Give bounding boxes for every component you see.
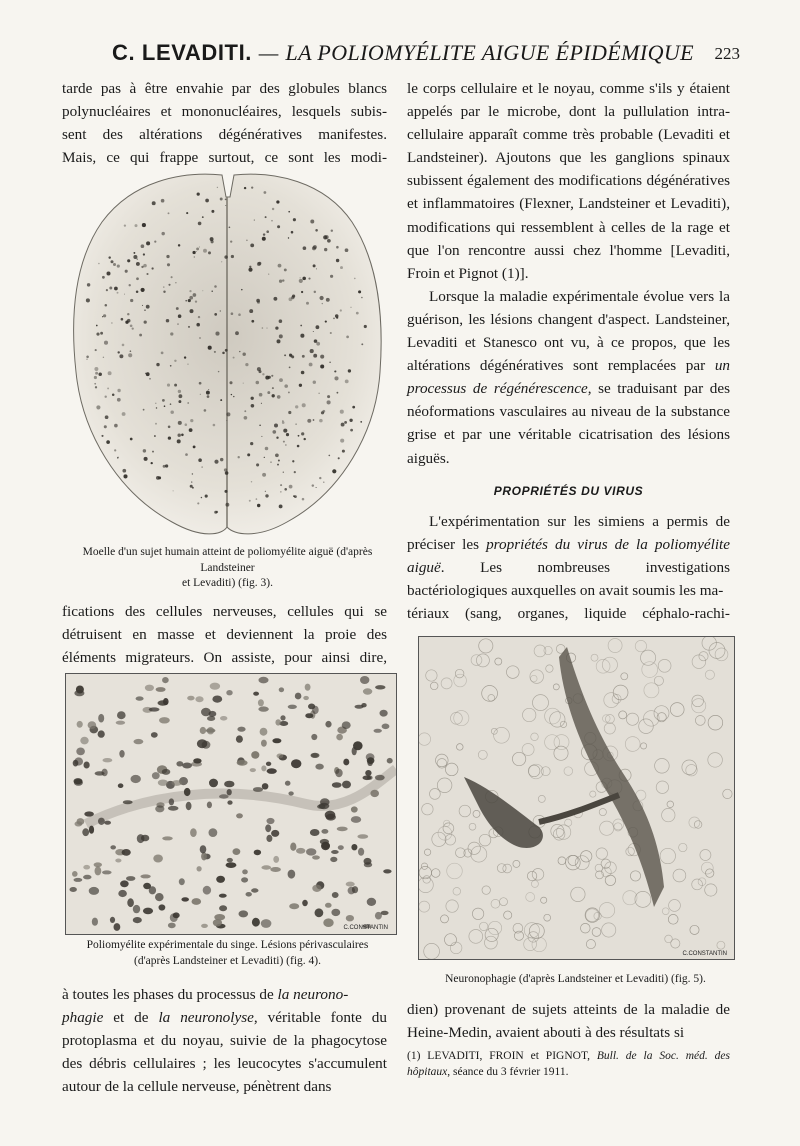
text-run: L'expérimentation sur les simiens a permis de préciser les — [407, 513, 730, 554]
running-header — [62, 40, 742, 74]
text-run: Lorsque la maladie expérimentale évolue vers la guérison, les lésions changent d'aspect. Landsteiner, Levaditi et Stanesco ont vu, à ce propos, que les altérations dégénératives sont remplacées par — [407, 287, 730, 375]
text-run: à toutes les phases du processus de — [62, 986, 278, 1003]
figure-signature: C.CONSTANTIN — [343, 925, 388, 931]
text-run: , véritable fonte du protoplasma et du noyau, suivie de la phagocytose des débris cellulaires ; les leucocytes s'accumulent autour de la cellule nerveuse, pénètrent dans — [62, 1009, 387, 1096]
neuronophagia-illustration — [419, 637, 734, 959]
right-column-top-text — [407, 77, 730, 470]
right-column-bottom-text — [407, 998, 730, 1044]
paragraph — [407, 510, 730, 602]
figure-3-spinal-cord — [62, 167, 392, 542]
text-line: tarde pas à être envahie par des globules blancs — [62, 80, 387, 97]
spinal-cord-illustration — [62, 167, 392, 542]
paragraph — [62, 983, 387, 1098]
page-number: 223 — [714, 44, 740, 63]
caption-line: Neuronophagie (d'après Landsteiner et Levaditi) (fig. 5). — [445, 973, 706, 985]
italic-term: propriétés du virus de la poliomyélite aiguë — [407, 536, 731, 577]
figure-5-neuronophagia — [418, 636, 735, 960]
text-line: fications des cellules nerveuses, cellules qui se — [62, 603, 387, 620]
footnote — [407, 1048, 730, 1080]
italic-term: un processus de régénérescence — [407, 357, 730, 398]
italic-term: phagie — [62, 1009, 104, 1027]
left-column-top-text — [62, 77, 387, 169]
text-run: , se traduisant par des néoformations vasculaires au niveau de la substance grise et par une véritable cicatrisation des lésions aiguës. — [407, 380, 730, 467]
text-run: (1) LEVADITI, FROIN et PIGNOT, — [407, 1050, 597, 1062]
right-column-mid-text — [407, 510, 730, 602]
text-line: détruisent en masse et deviennent la proie des — [62, 626, 387, 644]
italic-term: Bull. de la Soc. méd. des hôpitaux — [407, 1050, 730, 1078]
figure-4-caption — [55, 938, 400, 969]
text-line: Mais, ce qui frappe surtout, ce sont les modi- — [62, 149, 387, 167]
paragraph: dien) provenant de sujets atteints de la maladie de Heine-Medin, avaient abouti à des résultats si — [407, 1001, 730, 1042]
section-heading: PROPRIÉTÉS DU VIRUS — [493, 484, 644, 498]
text-run: , séance du 3 février 1911. — [447, 1066, 569, 1078]
italic-term: la neurono- — [277, 986, 349, 1003]
text-run: et de — [103, 1009, 159, 1027]
figure-3-caption — [55, 545, 400, 592]
figure-5-caption — [418, 972, 733, 988]
header-author: C. LEVADITI. — [112, 40, 253, 65]
caption-line: et Levaditi) (fig. 3). — [181, 577, 273, 589]
header-article-title: LA POLIOMYÉLITE AIGUE ÉPIDÉMIQUE — [285, 40, 695, 65]
text-line: éléments migrateurs. On assiste, pour ainsi dire, — [62, 649, 387, 667]
italic-term: la neuronolyse — [158, 1009, 254, 1027]
left-column-bottom-text — [62, 983, 387, 1098]
paragraph: le corps cellulaire et le noyau, comme s'ils y étaient appelés par le microbe, dont la pullulation intra-cellulaire apparaît comme très probable (Levaditi et Landsteiner). Ajoutons que les ganglions spinaux subissent également des modifications dégénératives et inflammatoires (Flexner, Landsteiner et Levaditi), modifications qui ressemblent à celles de la rage et que l'on rencontre aussi chez l'homme [Levaditi, Froin et Pignot (1)]. — [407, 80, 730, 282]
caption-line: Moelle d'un sujet humain atteint de poliomyélite aiguë (d'après Landsteiner — [82, 546, 373, 574]
paragraph — [407, 285, 730, 470]
figure-4-perivascular-lesions — [65, 673, 397, 935]
header-dash: — — [258, 40, 279, 65]
left-column-mid-text — [62, 600, 387, 669]
perivascular-illustration — [66, 674, 396, 934]
right-column-continuation: tériaux (sang, organes, liquide céphalo-rachi- — [407, 605, 730, 622]
figure-signature: C.CONSTANTIN — [682, 951, 727, 957]
caption-line: Poliomyélite expérimentale du singe. Lésions périvasculaires — [86, 939, 369, 951]
text-line: polynucléaires et mononucléaires, lesquels subis- — [62, 103, 387, 121]
text-line: sent des altérations dégénératives manifestes. — [62, 126, 387, 144]
text-run: . Les nombreuses investigations bactériologiques auxquelles on avait soumis les ma- — [407, 559, 730, 600]
header-title — [112, 40, 694, 66]
caption-line: (d'après Landsteiner et Levaditi) (fig. 4). — [134, 954, 321, 967]
